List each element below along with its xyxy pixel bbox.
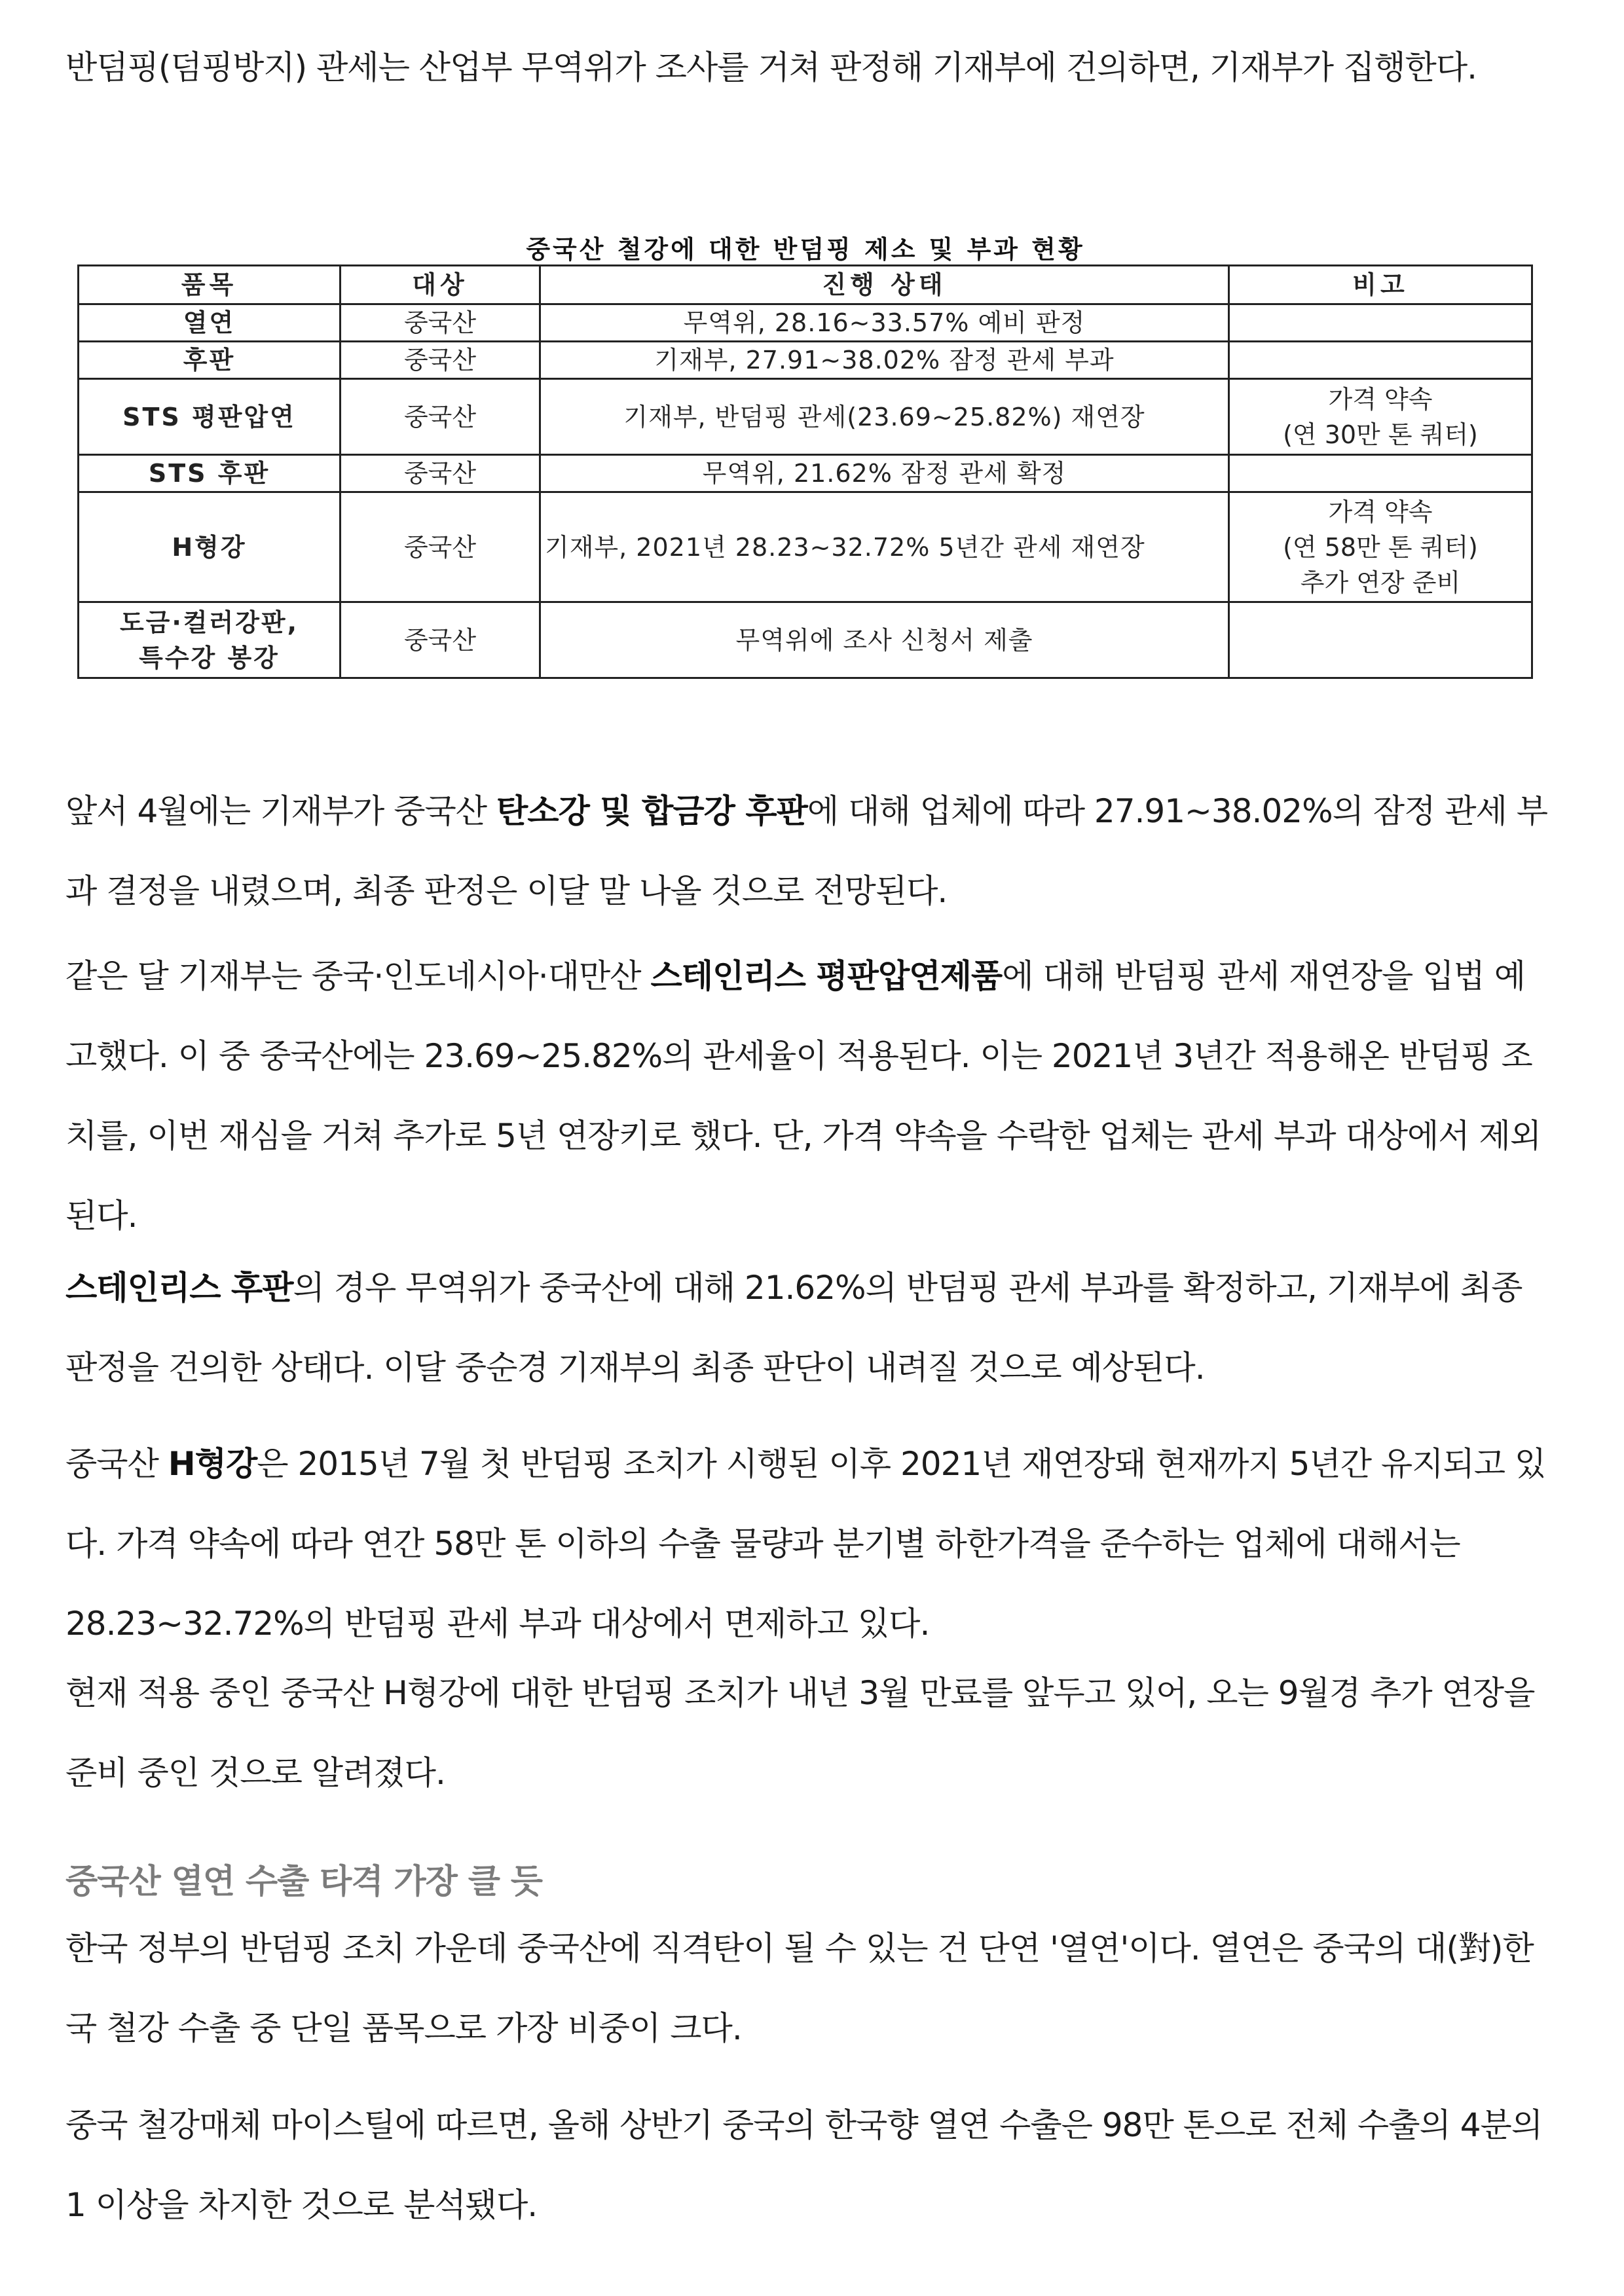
cell-target: 중국산 — [341, 342, 540, 379]
cell-item: STS 평판압연 — [79, 379, 341, 455]
p1-text-c: 에 대해 업체에 따라 27.91~38.02%의 잠정 관세 부과 결정을 내렸으며, 최종 판정은 이달 말 나올 것으로 전망된다. — [65, 792, 1548, 910]
table-row — [79, 304, 1532, 342]
p7-text: 중국 철강매체 마이스틸에 따르면, 올해 상반기 중국의 한국향 열연 수출은 98만 톤으로 전체 수출의 4분의 1 이상을 차지한 것으로 분석됐다. — [65, 2106, 1543, 2224]
cell-progress: 무역위, 28.16~33.57% 예비 판정 — [540, 304, 1229, 342]
cell-item: 열연 — [79, 304, 341, 342]
p1-bold: 탄소강 및 합금강 후판 — [496, 792, 807, 830]
cell-target: 중국산 — [341, 602, 540, 678]
cell-note — [1229, 379, 1532, 455]
section-subheading: 중국산 열연 수출 타격 가장 클 듯 — [65, 1863, 542, 1901]
cell-progress: 무역위, 21.62% 잠정 관세 확정 — [540, 455, 1229, 492]
note-line: 추가 연장 준비 — [1300, 568, 1461, 597]
cell-note — [1229, 602, 1532, 678]
cell-note — [1229, 342, 1532, 379]
table-row — [79, 455, 1532, 492]
p5-text: 현재 적용 중인 중국산 H형강에 대한 반덤핑 조치가 내년 3월 만료를 앞두고 있어, 오는 9월경 추가 연장을 준비 중인 것으로 알려졌다. — [65, 1674, 1535, 1792]
cell-note — [1229, 492, 1532, 602]
cell-target: 중국산 — [341, 379, 540, 455]
note-line: 가격 약속 — [1328, 497, 1433, 526]
cell-item: 후판 — [79, 342, 341, 379]
p2-text-c: 에 대해 반덤핑 관세 재연장을 입법 예고했다. 이 중 중국산에는 23.69~25.82%의 관세율이 적용된다. 이는 2021년 3년간 적용해온 반덤핑 조치를, 이번 재심을 거쳐 추가로 5년 연장키로 했다. 단, 가격 약속을 수락한 업체는 관세 부과 대상에서 제외된다. — [65, 957, 1541, 1235]
header-progress: 진행 상태 — [540, 266, 1229, 304]
intro-text: 반덤핑(덤핑방지) 관세는 산업부 무역위가 조사를 거쳐 판정해 기재부에 건의하면, 기재부가 집행한다. — [65, 48, 1477, 86]
paragraph-5 — [65, 1653, 1552, 1813]
item-line: 특수강 봉강 — [139, 643, 280, 672]
cell-progress: 무역위에 조사 신청서 제출 — [540, 602, 1229, 678]
paragraph-1 — [65, 771, 1552, 931]
cell-target: 중국산 — [341, 304, 540, 342]
cell-progress: 기재부, 2021년 28.23~32.72% 5년간 관세 재연장 — [540, 492, 1229, 602]
p3-bold: 스테인리스 후판 — [65, 1269, 293, 1307]
table-row — [79, 492, 1532, 602]
p4-text-c: 은 2015년 7월 첫 반덤핑 조치가 시행된 이후 2021년 재연장돼 현재까지 5년간 유지되고 있다. 가격 약속에 따라 연간 58만 톤 이하의 수출 물량과 분기별 하한가격을 준수하는 업체에 대해서는 28.23~32.72%의 반덤핑 관세 부과 대상에서 면제하고 있다. — [65, 1445, 1546, 1643]
paragraph-4 — [65, 1424, 1552, 1664]
paragraph-6 — [65, 1908, 1552, 2068]
table-header-row — [79, 266, 1532, 304]
dumping-status-table — [77, 264, 1533, 679]
paragraph-2 — [65, 936, 1552, 1256]
p2-bold: 스테인리스 평판압연제품 — [650, 957, 1003, 995]
cell-item: STS 후판 — [79, 455, 341, 492]
paragraph-3 — [65, 1248, 1552, 1408]
table-row — [79, 379, 1532, 455]
note-line: (연 30만 톤 쿼터) — [1283, 420, 1478, 449]
cell-target: 중국산 — [341, 492, 540, 602]
p4-text-a: 중국산 — [65, 1445, 168, 1483]
cell-progress: 기재부, 27.91~38.02% 잠정 관세 부과 — [540, 342, 1229, 379]
p3-text-c: 의 경우 무역위가 중국산에 대해 21.62%의 반덤핑 관세 부과를 확정하고, 기재부에 최종 판정을 건의한 상태다. 이달 중순경 기재부의 최종 판단이 내려질 것으로 예상된다. — [65, 1269, 1522, 1387]
p4-bold: H형강 — [168, 1445, 257, 1483]
cell-item — [79, 602, 341, 678]
p6-text: 한국 정부의 반덤핑 조치 가운데 중국산에 직격탄이 될 수 있는 건 단연 '열연'이다. 열연은 중국의 대(對)한국 철강 수출 중 단일 품목으로 가장 비중이 크다. — [65, 1929, 1534, 2047]
note-line: (연 58만 톤 쿼터) — [1283, 532, 1478, 562]
p1-text-a: 앞서 4월에는 기재부가 중국산 — [65, 792, 496, 830]
cell-progress: 기재부, 반덤핑 관세(23.69~25.82%) 재연장 — [540, 379, 1229, 455]
paragraph-7 — [65, 2085, 1552, 2245]
note-line: 가격 약속 — [1328, 384, 1433, 414]
p2-text-a: 같은 달 기재부는 중국·인도네시아·대만산 — [65, 957, 651, 995]
cell-item: H형강 — [79, 492, 341, 602]
table-row — [79, 602, 1532, 678]
header-note: 비고 — [1229, 266, 1532, 304]
header-target: 대상 — [341, 266, 540, 304]
cell-target: 중국산 — [341, 455, 540, 492]
table-title: 중국산 철강에 대한 반덤핑 제소 및 부과 현황 — [526, 235, 1085, 264]
intro-paragraph — [65, 27, 1552, 107]
table-row — [79, 342, 1532, 379]
cell-note — [1229, 304, 1532, 342]
item-line: 도금·컬러강판, — [119, 608, 299, 637]
header-item: 품목 — [79, 266, 341, 304]
cell-note — [1229, 455, 1532, 492]
